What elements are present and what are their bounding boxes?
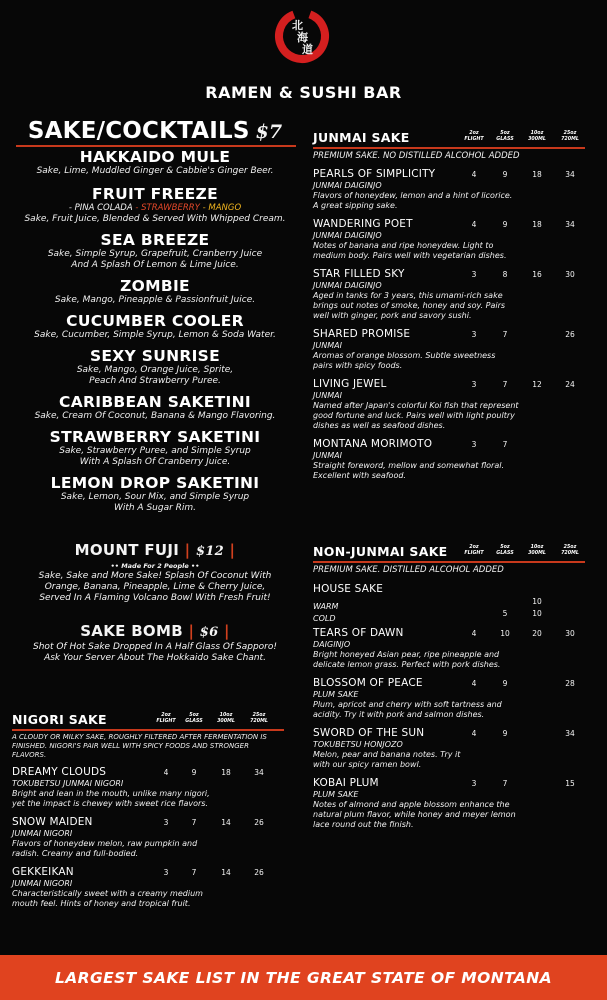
price-flight: 3 bbox=[471, 379, 477, 389]
special-mount-fuji bbox=[10, 541, 300, 604]
price-720ml: 24 bbox=[565, 379, 575, 389]
sake-desc: medium body. Pairs well with vegetarian dishes. bbox=[313, 250, 507, 260]
cocktail-name: HAKKAIDO MULE bbox=[79, 148, 231, 166]
cocktail-desc: And A Splash Of Lemon & Lime Juice. bbox=[71, 260, 239, 270]
sake-style: TOKUBETSU HONJOZO bbox=[313, 739, 403, 749]
sake-desc: dishes as well as seafood dishes. bbox=[313, 420, 446, 430]
sake-desc: Bright honeyed Asian pear, ripe pineapple and bbox=[313, 649, 500, 659]
sake-item bbox=[313, 677, 585, 720]
sake-desc: Aged in tanks for 3 years, this umami-rich sake bbox=[313, 290, 503, 300]
section-subtitle: A CLOUDY OR MILKY SAKE, ROUGHLY FILTERED AFTER FERMENTATION IS bbox=[12, 732, 267, 741]
sake-desc: yet the impact is chewey with sweet rice flavors. bbox=[12, 798, 208, 808]
cocktail-name: STRAWBERRY SAKETINI bbox=[49, 428, 261, 446]
section-divider bbox=[12, 729, 284, 731]
sake-name: SHARED PROMISE bbox=[313, 327, 411, 340]
cocktail-item bbox=[10, 148, 300, 177]
special-sake-bomb bbox=[10, 622, 300, 664]
sake-item bbox=[313, 378, 585, 431]
price-flight: 4 bbox=[471, 219, 477, 229]
section-title: JUNMAI SAKE bbox=[313, 130, 410, 145]
cocktail-name: CUCUMBER COOLER bbox=[66, 312, 244, 330]
sake-desc: brings out notes of smoke, honey and soy. Pairs bbox=[313, 300, 506, 310]
sake-item bbox=[12, 766, 284, 809]
price-720ml: 34 bbox=[254, 767, 264, 777]
cocktail-desc: Sake, Fruit Juice, Blended & Served With Whipped Cream. bbox=[24, 214, 286, 224]
logo-char-2: 海 bbox=[297, 31, 308, 44]
sake-item bbox=[313, 438, 585, 481]
special-desc: Ask Your Server About The Hokkaido Sake Chant. bbox=[44, 653, 266, 663]
enso-circle-icon bbox=[270, 4, 334, 68]
special-name: MOUNT FUJI bbox=[74, 541, 180, 559]
flavor-options bbox=[10, 203, 300, 214]
cocktail-item bbox=[10, 231, 300, 271]
cocktail-desc: Peach And Strawberry Puree. bbox=[89, 376, 221, 386]
price-glass: 9 bbox=[502, 219, 508, 229]
sake-item bbox=[313, 727, 585, 770]
sake-name: KOBAI PLUM bbox=[313, 776, 379, 789]
price-300ml: 14 bbox=[221, 817, 231, 827]
section-divider bbox=[313, 561, 585, 563]
price-720ml: 34 bbox=[565, 169, 575, 179]
cocktail-name: LEMON DROP SAKETINI bbox=[50, 474, 260, 492]
cocktail-item bbox=[10, 428, 300, 468]
price-300ml: 10 bbox=[532, 596, 542, 606]
price-720ml: 34 bbox=[565, 728, 575, 738]
sake-style: JUNMAI DAIGINJO bbox=[313, 280, 382, 290]
sake-item bbox=[313, 328, 585, 371]
col-glass: 5oz GLASS bbox=[496, 545, 514, 556]
sake-style: JUNMAI bbox=[313, 450, 342, 460]
cocktail-name: SEA BREEZE bbox=[100, 231, 210, 249]
junmai-section bbox=[313, 130, 585, 481]
title-divider bbox=[16, 145, 296, 147]
cocktail-item bbox=[10, 347, 300, 387]
restaurant-subtitle: RAMEN & SUSHI BAR bbox=[205, 83, 402, 102]
price-glass: 8 bbox=[502, 269, 508, 279]
price-flight: 3 bbox=[471, 778, 477, 788]
cocktail-desc: Sake, Simple Syrup, Grapefruit, Cranberry Juice bbox=[47, 249, 263, 259]
cocktail-item bbox=[10, 312, 300, 341]
price-720ml: 30 bbox=[565, 628, 575, 638]
sake-style: JUNMAI DAIGINJO bbox=[313, 180, 382, 190]
section-header bbox=[313, 130, 585, 146]
sake-desc: Melon, pear and banana notes. Try it bbox=[313, 749, 461, 759]
non-junmai-section bbox=[313, 544, 585, 830]
sake-name: STAR FILLED SKY bbox=[313, 267, 405, 280]
sake-desc: Excellent with seafood. bbox=[313, 470, 406, 480]
row-label: WARM bbox=[313, 601, 339, 611]
col-flight: 2oz FLIGHT bbox=[464, 545, 484, 556]
price-720ml: 26 bbox=[565, 329, 575, 339]
cocktails-price: $7 bbox=[255, 121, 283, 143]
sake-name: BLOSSOM OF PEACE bbox=[313, 676, 423, 689]
col-720ml: 25oz 720ML bbox=[250, 713, 268, 724]
sake-name: GEKKEIKAN bbox=[12, 865, 74, 878]
section-header bbox=[12, 712, 284, 728]
cocktail-desc: With A Splash Of Cranberry Juice. bbox=[79, 457, 231, 467]
sake-item bbox=[12, 866, 284, 909]
price-300ml: 10 bbox=[532, 608, 542, 618]
col-flight: 2oz FLIGHT bbox=[156, 713, 176, 724]
cocktail-name: CARIBBEAN SAKETINI bbox=[59, 393, 251, 411]
sake-name: DREAMY CLOUDS bbox=[12, 765, 107, 778]
sake-desc: delicate lemon grass. Perfect with pork dishes. bbox=[313, 659, 501, 669]
sake-desc: pairs with spicy foods. bbox=[313, 360, 403, 370]
cocktail-item bbox=[10, 185, 300, 225]
flavor-mango: - MANGO bbox=[202, 203, 242, 213]
sake-name: SWORD OF THE SUN bbox=[313, 726, 425, 739]
col-glass: 5oz GLASS bbox=[496, 131, 514, 142]
cocktail-name: FRUIT FREEZE bbox=[92, 185, 218, 203]
sake-desc: Flavors of honeydew melon, raw pumpkin and bbox=[12, 838, 198, 848]
sake-name: WANDERING POET bbox=[313, 217, 413, 230]
cocktail-desc: Sake, Lemon, Sour Mix, and Simple Syrup bbox=[60, 492, 250, 502]
col-720ml: 25oz 720ML bbox=[561, 131, 579, 142]
sake-style: PLUM SAKE bbox=[313, 689, 359, 699]
sake-desc: natural plum flavor, while honey and meyer lemon bbox=[313, 809, 516, 819]
special-name: SAKE BOMB bbox=[80, 622, 183, 640]
sake-desc: Characteristically sweet with a creamy medium bbox=[12, 888, 203, 898]
sake-name: LIVING JEWEL bbox=[313, 377, 387, 390]
col-300ml: 10oz 300ML bbox=[217, 713, 235, 724]
sake-style: TOKUBETSU JUNMAI NIGORI bbox=[12, 778, 124, 788]
price-720ml: 26 bbox=[254, 817, 264, 827]
section-divider bbox=[313, 147, 585, 149]
house-sake bbox=[313, 582, 585, 623]
price-glass: 9 bbox=[502, 728, 508, 738]
price-flight: 4 bbox=[471, 628, 477, 638]
house-cold-row bbox=[313, 608, 585, 623]
cocktail-desc: Sake, Cream Of Coconut, Banana & Mango Flavoring. bbox=[34, 411, 276, 421]
cocktail-item bbox=[10, 277, 300, 306]
sake-name: HOUSE SAKE bbox=[313, 582, 384, 595]
sake-desc: Plum, apricot and cherry with soft tartness and bbox=[313, 699, 502, 709]
col-glass: 5oz GLASS bbox=[185, 713, 203, 724]
col-300ml: 10oz 300ML bbox=[528, 545, 546, 556]
banner-text: LARGEST SAKE LIST IN THE GREAT STATE OF MONTANA bbox=[54, 968, 553, 987]
sake-style: PLUM SAKE bbox=[313, 789, 359, 799]
sake-item bbox=[12, 816, 284, 859]
price-flight: 3 bbox=[471, 329, 477, 339]
sake-desc: Aromas of orange blossom. Subtle sweetness bbox=[313, 350, 496, 360]
col-flight: 2oz FLIGHT bbox=[464, 131, 484, 142]
sake-style: DAIGINJO bbox=[313, 639, 351, 649]
sake-desc: Named after Japan's colorful Koi fish that represent bbox=[313, 400, 519, 410]
price-720ml: 28 bbox=[565, 678, 575, 688]
price-300ml: 16 bbox=[532, 269, 542, 279]
section-title: NIGORI SAKE bbox=[12, 712, 107, 727]
special-price: $12 bbox=[195, 544, 225, 559]
section-header bbox=[313, 544, 585, 560]
price-720ml: 30 bbox=[565, 269, 575, 279]
special-price: $6 bbox=[199, 625, 219, 640]
sake-name: MONTANA MORIMOTO bbox=[313, 437, 433, 450]
cocktails-section bbox=[10, 118, 300, 664]
row-label: COLD bbox=[313, 613, 336, 623]
special-heading: MOUNT FUJI | $12 | bbox=[74, 541, 236, 559]
price-glass: 10 bbox=[500, 628, 510, 638]
price-glass: 9 bbox=[502, 678, 508, 688]
special-desc: Served In A Flaming Volcano Bowl With Fresh Fruit! bbox=[39, 593, 271, 603]
sake-desc: radish. Creamy and full-bodied. bbox=[12, 848, 139, 858]
cocktail-desc: Sake, Mango, Orange Juice, Sprite, bbox=[76, 365, 234, 375]
price-glass: 9 bbox=[191, 767, 197, 777]
sake-desc: acidity. Try it with pork and salmon dishes. bbox=[313, 709, 485, 719]
flavor-strawberry: - STRAWBERRY bbox=[135, 203, 200, 213]
price-flight: 4 bbox=[471, 728, 477, 738]
sake-desc: Straight foreword, mellow and somewhat floral. bbox=[313, 460, 504, 470]
sake-style: JUNMAI NIGORI bbox=[12, 828, 73, 838]
sake-item bbox=[313, 268, 585, 321]
price-flight: 4 bbox=[471, 169, 477, 179]
flavor-pina: - PINA COLADA bbox=[68, 203, 133, 213]
price-glass: 7 bbox=[502, 778, 508, 788]
price-300ml: 18 bbox=[221, 767, 231, 777]
section-subtitle: PREMIUM SAKE. NO DISTILLED ALCOHOL ADDED bbox=[313, 150, 520, 161]
price-flight: 3 bbox=[471, 439, 477, 449]
sake-desc: Flavors of honeydew, lemon and a hint of licorice. bbox=[313, 190, 513, 200]
sake-desc: mouth feel. Hints of honey and tropical fruit. bbox=[12, 898, 191, 908]
price-flight: 3 bbox=[471, 269, 477, 279]
sake-desc: lace round out the finish. bbox=[313, 819, 414, 829]
sake-item bbox=[313, 777, 585, 830]
price-300ml: 18 bbox=[532, 169, 542, 179]
logo-char-1: 北 bbox=[292, 19, 303, 32]
sake-style: JUNMAI bbox=[313, 390, 342, 400]
price-glass: 7 bbox=[191, 817, 197, 827]
price-flight: 3 bbox=[163, 817, 169, 827]
sake-desc: A great sipping sake. bbox=[313, 200, 398, 210]
sake-style: JUNMAI bbox=[313, 340, 342, 350]
sake-name: TEARS OF DAWN bbox=[313, 626, 404, 639]
price-glass: 7 bbox=[502, 329, 508, 339]
house-warm-row bbox=[313, 596, 585, 611]
cocktail-desc: With A Sugar Rim. bbox=[113, 503, 197, 513]
special-desc: Sake, Sake and More Sake! Splash Of Coconut With bbox=[38, 571, 272, 581]
price-flight: 4 bbox=[163, 767, 169, 777]
price-300ml: 14 bbox=[221, 867, 231, 877]
sake-item bbox=[313, 627, 585, 670]
special-desc: Orange, Banana, Pineapple, Lime & Cherry Juice, bbox=[44, 582, 266, 592]
cocktails-heading bbox=[10, 118, 300, 144]
sake-style: JUNMAI NIGORI bbox=[12, 878, 73, 888]
cocktail-name: ZOMBIE bbox=[120, 277, 190, 295]
price-300ml: 18 bbox=[532, 219, 542, 229]
sake-desc: Bright and lean in the mouth, unlike many nigori, bbox=[12, 788, 210, 798]
hokkaido-logo bbox=[270, 4, 334, 68]
price-glass: 5 bbox=[502, 608, 508, 618]
section-title: NON-JUNMAI SAKE bbox=[313, 544, 448, 559]
price-300ml: 12 bbox=[532, 379, 542, 389]
price-glass: 7 bbox=[191, 867, 197, 877]
cocktail-desc: Sake, Mango, Pineapple & Passionfruit Juice. bbox=[54, 295, 256, 305]
price-720ml: 15 bbox=[565, 778, 575, 788]
sake-style: JUNMAI DAIGINJO bbox=[313, 230, 382, 240]
cocktail-desc: Sake, Cucumber, Simple Syrup, Lemon & Soda Water. bbox=[34, 330, 276, 340]
sake-item bbox=[313, 218, 585, 261]
sake-desc: well with ginger, pork and savory sushi. bbox=[313, 310, 472, 320]
special-desc: Shot Of Hot Sake Dropped In A Half Glass Of Sapporo! bbox=[33, 642, 277, 652]
cocktail-desc: Sake, Lime, Muddled Ginger & Cabbie's Ginger Beer. bbox=[36, 166, 274, 176]
sake-name: SNOW MAIDEN bbox=[12, 815, 93, 828]
price-flight: 3 bbox=[163, 867, 169, 877]
section-subtitle: FINISHED. NIGORI'S PAIR WELL WITH SPICY FOODS AND STRONGER FLAVORS. bbox=[12, 741, 249, 759]
section-subtitle: PREMIUM SAKE. DISTILLED ALCOHOL ADDED bbox=[313, 564, 504, 575]
price-720ml: 26 bbox=[254, 867, 264, 877]
sake-desc: Notes of banana and ripe honeydew. Light to bbox=[313, 240, 494, 250]
price-720ml: 34 bbox=[565, 219, 575, 229]
price-flight: 4 bbox=[471, 678, 477, 688]
special-heading: SAKE BOMB | $6 | bbox=[80, 622, 230, 640]
sake-item bbox=[313, 168, 585, 211]
sake-desc: with our spicy ramen bowl. bbox=[313, 759, 422, 769]
cocktail-desc: Sake, Strawberry Puree, and Simple Syrup bbox=[59, 446, 251, 456]
footer-banner bbox=[0, 955, 607, 1000]
cocktails-title: SAKE/COCKTAILS bbox=[27, 118, 250, 144]
price-glass: 7 bbox=[502, 379, 508, 389]
special-note: •• Made For 2 People •• bbox=[110, 562, 200, 570]
cocktail-item bbox=[10, 393, 300, 422]
sake-desc: good fortune and luck. Pairs well with light poultry bbox=[313, 410, 515, 420]
col-720ml: 25oz 720ML bbox=[561, 545, 579, 556]
price-glass: 7 bbox=[502, 439, 508, 449]
cocktail-name: SEXY SUNRISE bbox=[89, 347, 221, 365]
nigori-section bbox=[12, 712, 284, 909]
col-300ml: 10oz 300ML bbox=[528, 131, 546, 142]
cocktail-item bbox=[10, 474, 300, 514]
price-300ml: 20 bbox=[532, 628, 542, 638]
price-glass: 9 bbox=[502, 169, 508, 179]
sake-name: PEARLS OF SIMPLICITY bbox=[313, 167, 436, 180]
logo-char-3: 道 bbox=[302, 43, 313, 56]
sake-desc: Notes of almond and apple blossom enhance the bbox=[313, 799, 510, 809]
